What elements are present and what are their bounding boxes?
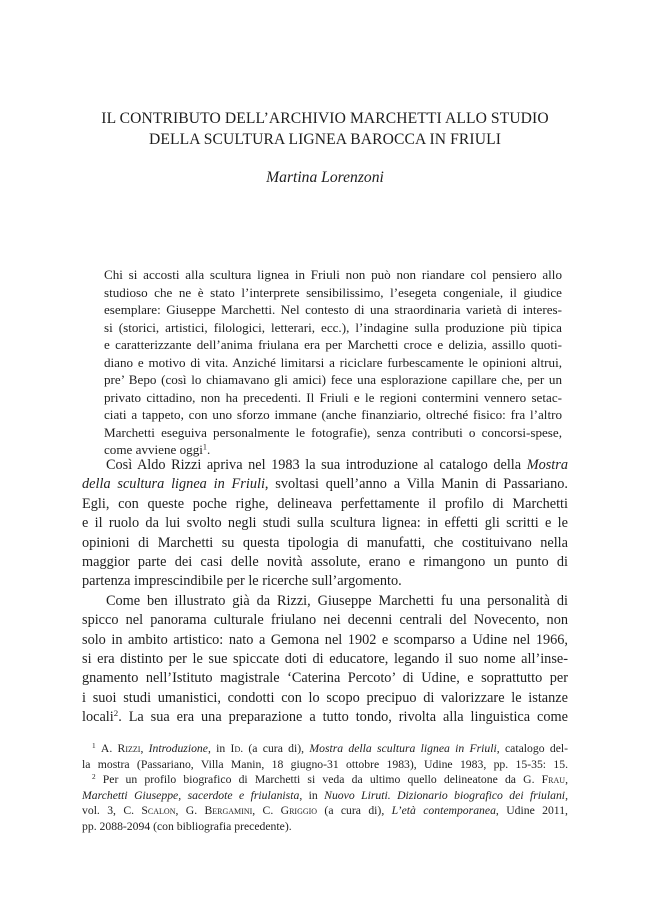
body-text (82, 456, 568, 728)
footnote-2 (82, 772, 568, 788)
footnote-text: , G. (175, 804, 205, 818)
body-line: Come ben illustrato già da Rizzi, Giuseppe Marchetti fu una personalità di (106, 592, 568, 609)
catalog-title: Mostra (526, 457, 568, 473)
footnote-text: Per un profilo biografico di Marchetti si veda da ultimo quello delineatone da G. (102, 773, 542, 787)
author-name: Martina Lorenzoni (266, 169, 384, 186)
footnote-line (82, 803, 568, 819)
body-line: opinioni di Marchetti su questa tipologia di manufatti, che costituivano nella (82, 534, 568, 551)
body-line (82, 456, 568, 475)
quote-line: studioso che ne è stato l’interprete sensibilissimo, l’esegeta congeniale, il giudice (104, 284, 562, 300)
body-line: gnamento nell’Istituto magistrale ‘Caterina Percoto’ di Udine, e soprattutto per (82, 670, 568, 687)
footnote-text: , in (207, 742, 231, 755)
quote-line: come avviene oggi$^1$. (104, 442, 211, 457)
body-line: e il ruolo da lui svolto negli studi sulla scultura lignea: in effetti gli scritti e le (82, 515, 568, 532)
body-line (82, 475, 568, 494)
footnote-1 (82, 741, 568, 757)
footnote-text: , in (299, 788, 325, 802)
footnote-text: , catalogo del- (496, 742, 569, 755)
block-quote (104, 266, 562, 459)
body-line: solo in ambito artistico: nato a Gemona nel 1902 e scomparso a Udine nel 1966, (82, 631, 568, 648)
body-line: maggior parte dei casi delle novità assolute, erano e rimangono un punto di (82, 554, 568, 571)
body-line: Egli, con queste poche righe, delineava perfettamente il profilo di Marchetti (82, 495, 568, 512)
title-line: DELLA SCULTURA LIGNEA BAROCCA IN FRIULI (148, 131, 502, 148)
footnote-text: , (565, 773, 568, 787)
quote-line: Marchetti eseguiva personalmente le fotografie), senza contributi o concorsi-spese, (104, 424, 562, 440)
footnote-text: , (565, 788, 568, 802)
footnote-author: Frau (541, 773, 566, 787)
quote-line: e caratterizzante dell’anima friulana era per Marchetti croce e delizia, assillo quoti- (104, 337, 562, 352)
footnote-ref: 1 (202, 442, 207, 452)
footnote-line (82, 788, 568, 804)
body-line: partenza imprescindibile per le ricerche sull’argomento. (82, 573, 402, 590)
body-text-run: . La sua era una preparazione a tutto tondo, rivolta alla linguistica come (118, 709, 568, 726)
footnote-author: Griggio (280, 804, 318, 818)
quote-line: Chi si accosti alla scultura lignea in Friuli non può non riandare col pensiero allo (104, 267, 562, 282)
body-line (82, 708, 568, 727)
body-text-run: locali (82, 709, 114, 726)
footnote-title: Nuovo Liruti. Dizionario biografico dei friulani (324, 788, 566, 802)
quote-line: ciati a tappeto, con uno sforzo immane (anche finanziario, oltreché fisico: fra l’altro (104, 407, 562, 422)
footnote-author: Scalon (141, 804, 176, 818)
quote-line: si (storici, artistici, filologici, letterari, ecc.), l’indagine sulla produzione più tipica (104, 319, 562, 335)
footnote-text: vol. 3, C. (82, 804, 142, 818)
title-line: IL CONTRIBUTO DELL’ARCHIVIO MARCHETTI ALLO STUDIO (101, 110, 549, 127)
footnote-text: , C. (252, 804, 281, 818)
footnote-title: L’età contemporanea (391, 804, 496, 818)
quote-line: diano e motivo di vita. Anziché limitarsi a riciclare furbescamente le opinioni altrui, (104, 354, 562, 370)
body-line: spicco nel panorama culturale friulano nei decenni centrali del Novecento, non (82, 612, 568, 629)
quote-line: esemplare: Giuseppe Marchetti. Nel contesto di una straordinaria varietà di interes- (104, 302, 562, 317)
footnote-line: la mostra (Passariano, Villa Manin, 18 giugno-31 ottobre 1983), Udine 1983, pp. 15-35: 15. (82, 757, 568, 771)
footnote-text: , Udine 2011, (495, 804, 568, 818)
footnote-author: A. Rizzi (100, 742, 141, 755)
footnote-title: Mostra della scultura lignea in Friuli (309, 742, 497, 755)
body-line: si era distinto per le sue spiccate doti di educatore, legando il suo nome all’inse- (82, 651, 568, 668)
body-line: i suoi studi umanistici, condotti con lo scopo precipuo di valorizzare le istanze (82, 689, 568, 706)
footnotes (82, 741, 568, 835)
body-text-run: Così Aldo Rizzi apriva nel 1983 la sua introduzione al catalogo della (106, 457, 527, 473)
footnote-number: 1 (92, 742, 96, 751)
footnote-author: Id. (230, 742, 244, 755)
footnote-line: pp. 2088-2094 (con bibliografia precedente). (82, 819, 292, 833)
footnote-text: (a cura di), (317, 804, 392, 818)
article-title (60, 108, 590, 150)
footnote-author: Bergamini (204, 804, 253, 818)
footnote-title: Marchetti Giuseppe, sacerdote e friulanista (82, 788, 300, 802)
footnote-ref: 2 (113, 708, 119, 719)
quote-line: pre’ Bepo (così lo chiamavano gli amici) fece una esplorazione capillare che, per un (104, 372, 562, 387)
quote-line: privato cittadino, non ha precedenti. Il Friuli e le regioni contermini vennero setac- (104, 389, 562, 405)
footnote-title: Introduzione (148, 742, 208, 755)
footnote-text: , (140, 742, 149, 755)
body-text-run: , svoltasi quell’anno a Villa Manin di Passariano. (264, 476, 568, 493)
catalog-title: della scultura lignea in Friuli (82, 476, 265, 493)
quote-text: come avviene oggi (104, 442, 203, 457)
footnote-text: (a cura di), (243, 742, 310, 755)
footnote-number: 2 (92, 773, 96, 782)
